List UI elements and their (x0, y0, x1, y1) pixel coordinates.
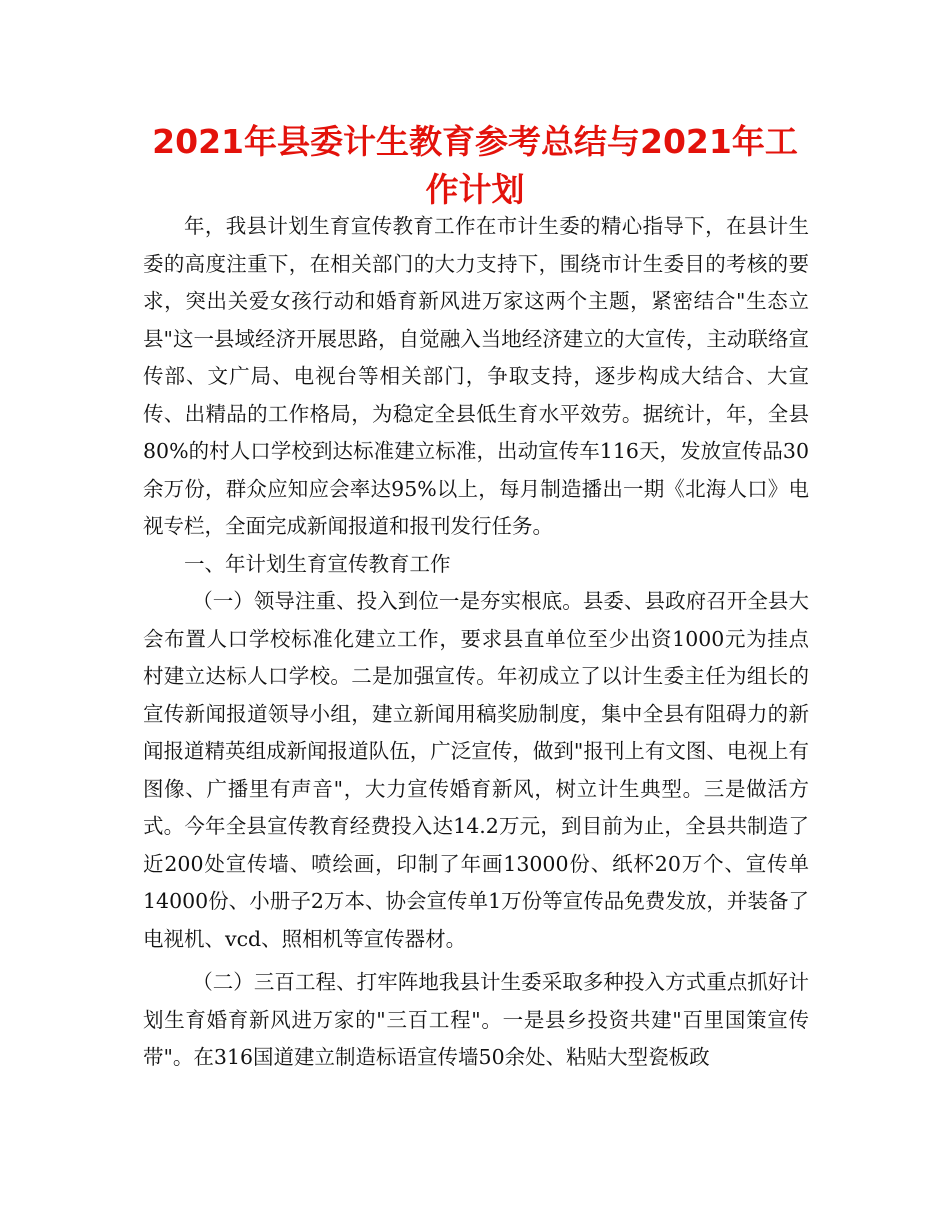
document-title: 2021年县委计生教育参考总结与2021年工作计划 (152, 122, 798, 209)
section-heading: 一、年计划生育宣传教育工作 (184, 551, 451, 576)
subsection-paragraph-1: （一）领导注重、投入到位一是夯实根底。县委、县政府召开全县大会布置人口学校标准化建立工作，要求县直单位至少出资1000元为挂点村建立达标人口学校。二是加强宣传。年初成立了以计生委主任为组长的宣传新闻报道领导小组，建立新闻用稿奖励制度，集中全县有阻碍力的新闻报道精英组成新闻报道队伍，广泛宣传，做到"报刊上有文图、电视上有图像、广播里有声音"，大力宣传婚育新风，树立计生典型。三是做活方式。今年全县宣传教育经费投入达14.2万元，到目前为止，全县共制造了近200处宣传墙、喷绘画，印制了年画13000份、纸杯20万个、宣传单14000份、小册子2万本、协会宣传单1万份等宣传品免费发放，并装备了电视机、vcd、照相机等宣传器材。 (143, 589, 809, 951)
intro-paragraph: 年，我县计划生育宣传教育工作在市计生委的精心指导下，在县计生委的高度注重下，在相关部门的大力支持下，围绕市计生委目的考核的要求，突出关爱女孩行动和婚育新风进万家这两个主题，紧密结合"生态立县"这一县域经济开展思路，自觉融入当地经济建立的大宣传，主动联络宣传部、文广局、电视台等相关部门，争取支持，逐步构成大结合、大宣传、出精品的工作格局，为稳定全县低生育水平效劳。据统计，年，全县80%的村人口学校到达标准建立标准，出动宣传车116天，发放宣传品30余万份，群众应知应会率达95%以上，每月制造播出一期《北海人口》电视专栏，全面完成新闻报道和报刊发行任务。 (143, 214, 809, 538)
document-body (143, 208, 809, 1077)
subsection-paragraph-2: （二）三百工程、打牢阵地我县计生委采取多种投入方式重点抓好计划生育婚育新风进万家的"三百工程"。一是县乡投资共建"百里国策宣传带"。在316国道建立制造标语宣传墙50余处、粘贴大型瓷板政 (143, 970, 809, 1069)
